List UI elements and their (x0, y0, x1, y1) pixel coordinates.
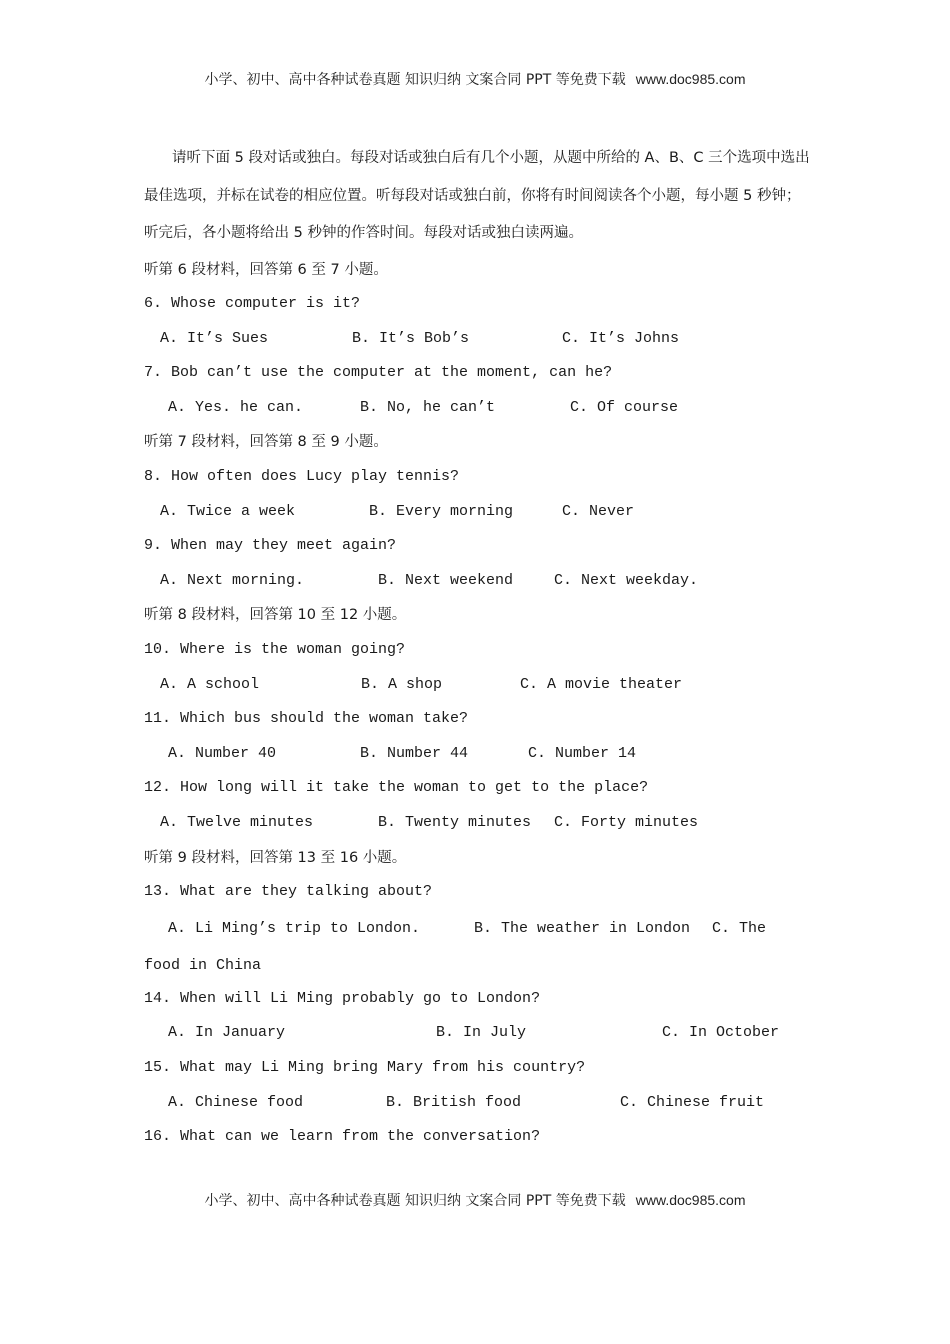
question-8: 8. How often does Lucy play tennis? (144, 468, 460, 486)
option-b: B. No, he can’t (360, 398, 496, 416)
option-b: B. Every morning (369, 502, 514, 520)
option-c: C. The food in China (144, 919, 767, 974)
question-9: 9. When may they meet again? (144, 537, 397, 555)
option-a: A. Yes. he can. (168, 398, 304, 416)
options-15 (144, 1086, 810, 1121)
option-a: A. Number 40 (168, 744, 277, 762)
option-b: B. Next weekend (378, 571, 514, 589)
question-15: 15. What may Li Ming bring Mary from his country? (144, 1058, 586, 1076)
option-b: B. A shop (361, 675, 443, 693)
options-8 (144, 495, 810, 530)
option-c: C. Never (562, 502, 635, 520)
section-heading-6: 听第 6 段材料，回答第 6 至 7 小题。 (144, 261, 388, 278)
option-b: B. It’s Bob’s (352, 329, 470, 347)
question-14: 14. When will Li Ming probably go to London? (144, 989, 541, 1007)
options-14 (144, 1016, 810, 1051)
options-9 (144, 564, 810, 599)
option-c: C. It’s Johns (562, 329, 680, 347)
question-16: 16. What can we learn from the conversation? (144, 1128, 541, 1146)
option-b: B. In July (436, 1024, 527, 1042)
question-7: 7. Bob can’t use the computer at the moment, can he? (144, 364, 613, 382)
listening-instructions: 请听下面 5 段对话或独白。每段对话或独白后有几个小题，从题中所给的 A、B、C 三个选项中选出最佳选项，并标在试卷的相应位置。听每段对话或独白前，你将有时间阅读各个小题，每小题 5 秒钟；听完后，各小题将给出 5 秒钟的作答时间。每段对话或独白读两遍。 (144, 150, 810, 241)
options-12 (144, 806, 810, 841)
option-a: A. It’s Sues (160, 329, 269, 347)
option-c: C. Number 14 (528, 744, 637, 762)
option-b: B. The weather in London (474, 919, 691, 937)
option-b: B. Number 44 (360, 744, 469, 762)
options-6 (144, 322, 810, 357)
options-10 (144, 668, 810, 703)
option-c: C. Next weekday. (554, 571, 699, 589)
option-c: C. A movie theater (520, 675, 683, 693)
options-7 (144, 391, 810, 426)
options-13 (144, 910, 810, 982)
question-6: 6. Whose computer is it? (144, 295, 361, 313)
question-13: 13. What are they talking about? (144, 883, 433, 901)
option-a: A. A school (160, 675, 260, 693)
option-c: C. Of course (570, 398, 679, 416)
question-11: 11. Which bus should the woman take? (144, 710, 469, 728)
option-c: C. In October (662, 1024, 780, 1042)
page-footer (0, 1190, 950, 1210)
option-c: C. Forty minutes (554, 814, 699, 831)
option-a: A. Twice a week (160, 502, 296, 520)
option-a: A. Next morning. (160, 571, 305, 589)
options-11 (144, 737, 810, 772)
section-heading-9: 听第 9 段材料，回答第 13 至 16 小题。 (144, 849, 407, 866)
question-12: 12. How long will it take the woman to get to the place? (144, 779, 649, 797)
option-b: B. British food (386, 1093, 522, 1111)
footer-text: 小学、初中、高中各种试卷真题 知识归纳 文案合同 PPT 等免费下载 (204, 1193, 626, 1209)
section-heading-7: 听第 7 段材料，回答第 8 至 9 小题。 (144, 434, 388, 451)
footer-url: www.doc985.com (635, 1192, 746, 1208)
header-text: 小学、初中、高中各种试卷真题 知识归纳 文案合同 PPT 等免费下载 (204, 72, 626, 88)
page-header (0, 69, 950, 89)
option-a: A. Twelve minutes (160, 814, 314, 831)
option-b: B. Twenty minutes (378, 814, 532, 831)
option-c: C. Chinese fruit (620, 1093, 765, 1111)
option-a: A. Li Ming’s trip to London. (168, 919, 421, 937)
exam-content (144, 140, 810, 1155)
section-heading-8: 听第 8 段材料，回答第 10 至 12 小题。 (144, 607, 407, 624)
header-url: www.doc985.com (635, 71, 746, 87)
option-a: A. In January (168, 1024, 286, 1042)
option-a: A. Chinese food (168, 1093, 304, 1111)
question-10: 10. Where is the woman going? (144, 641, 406, 659)
